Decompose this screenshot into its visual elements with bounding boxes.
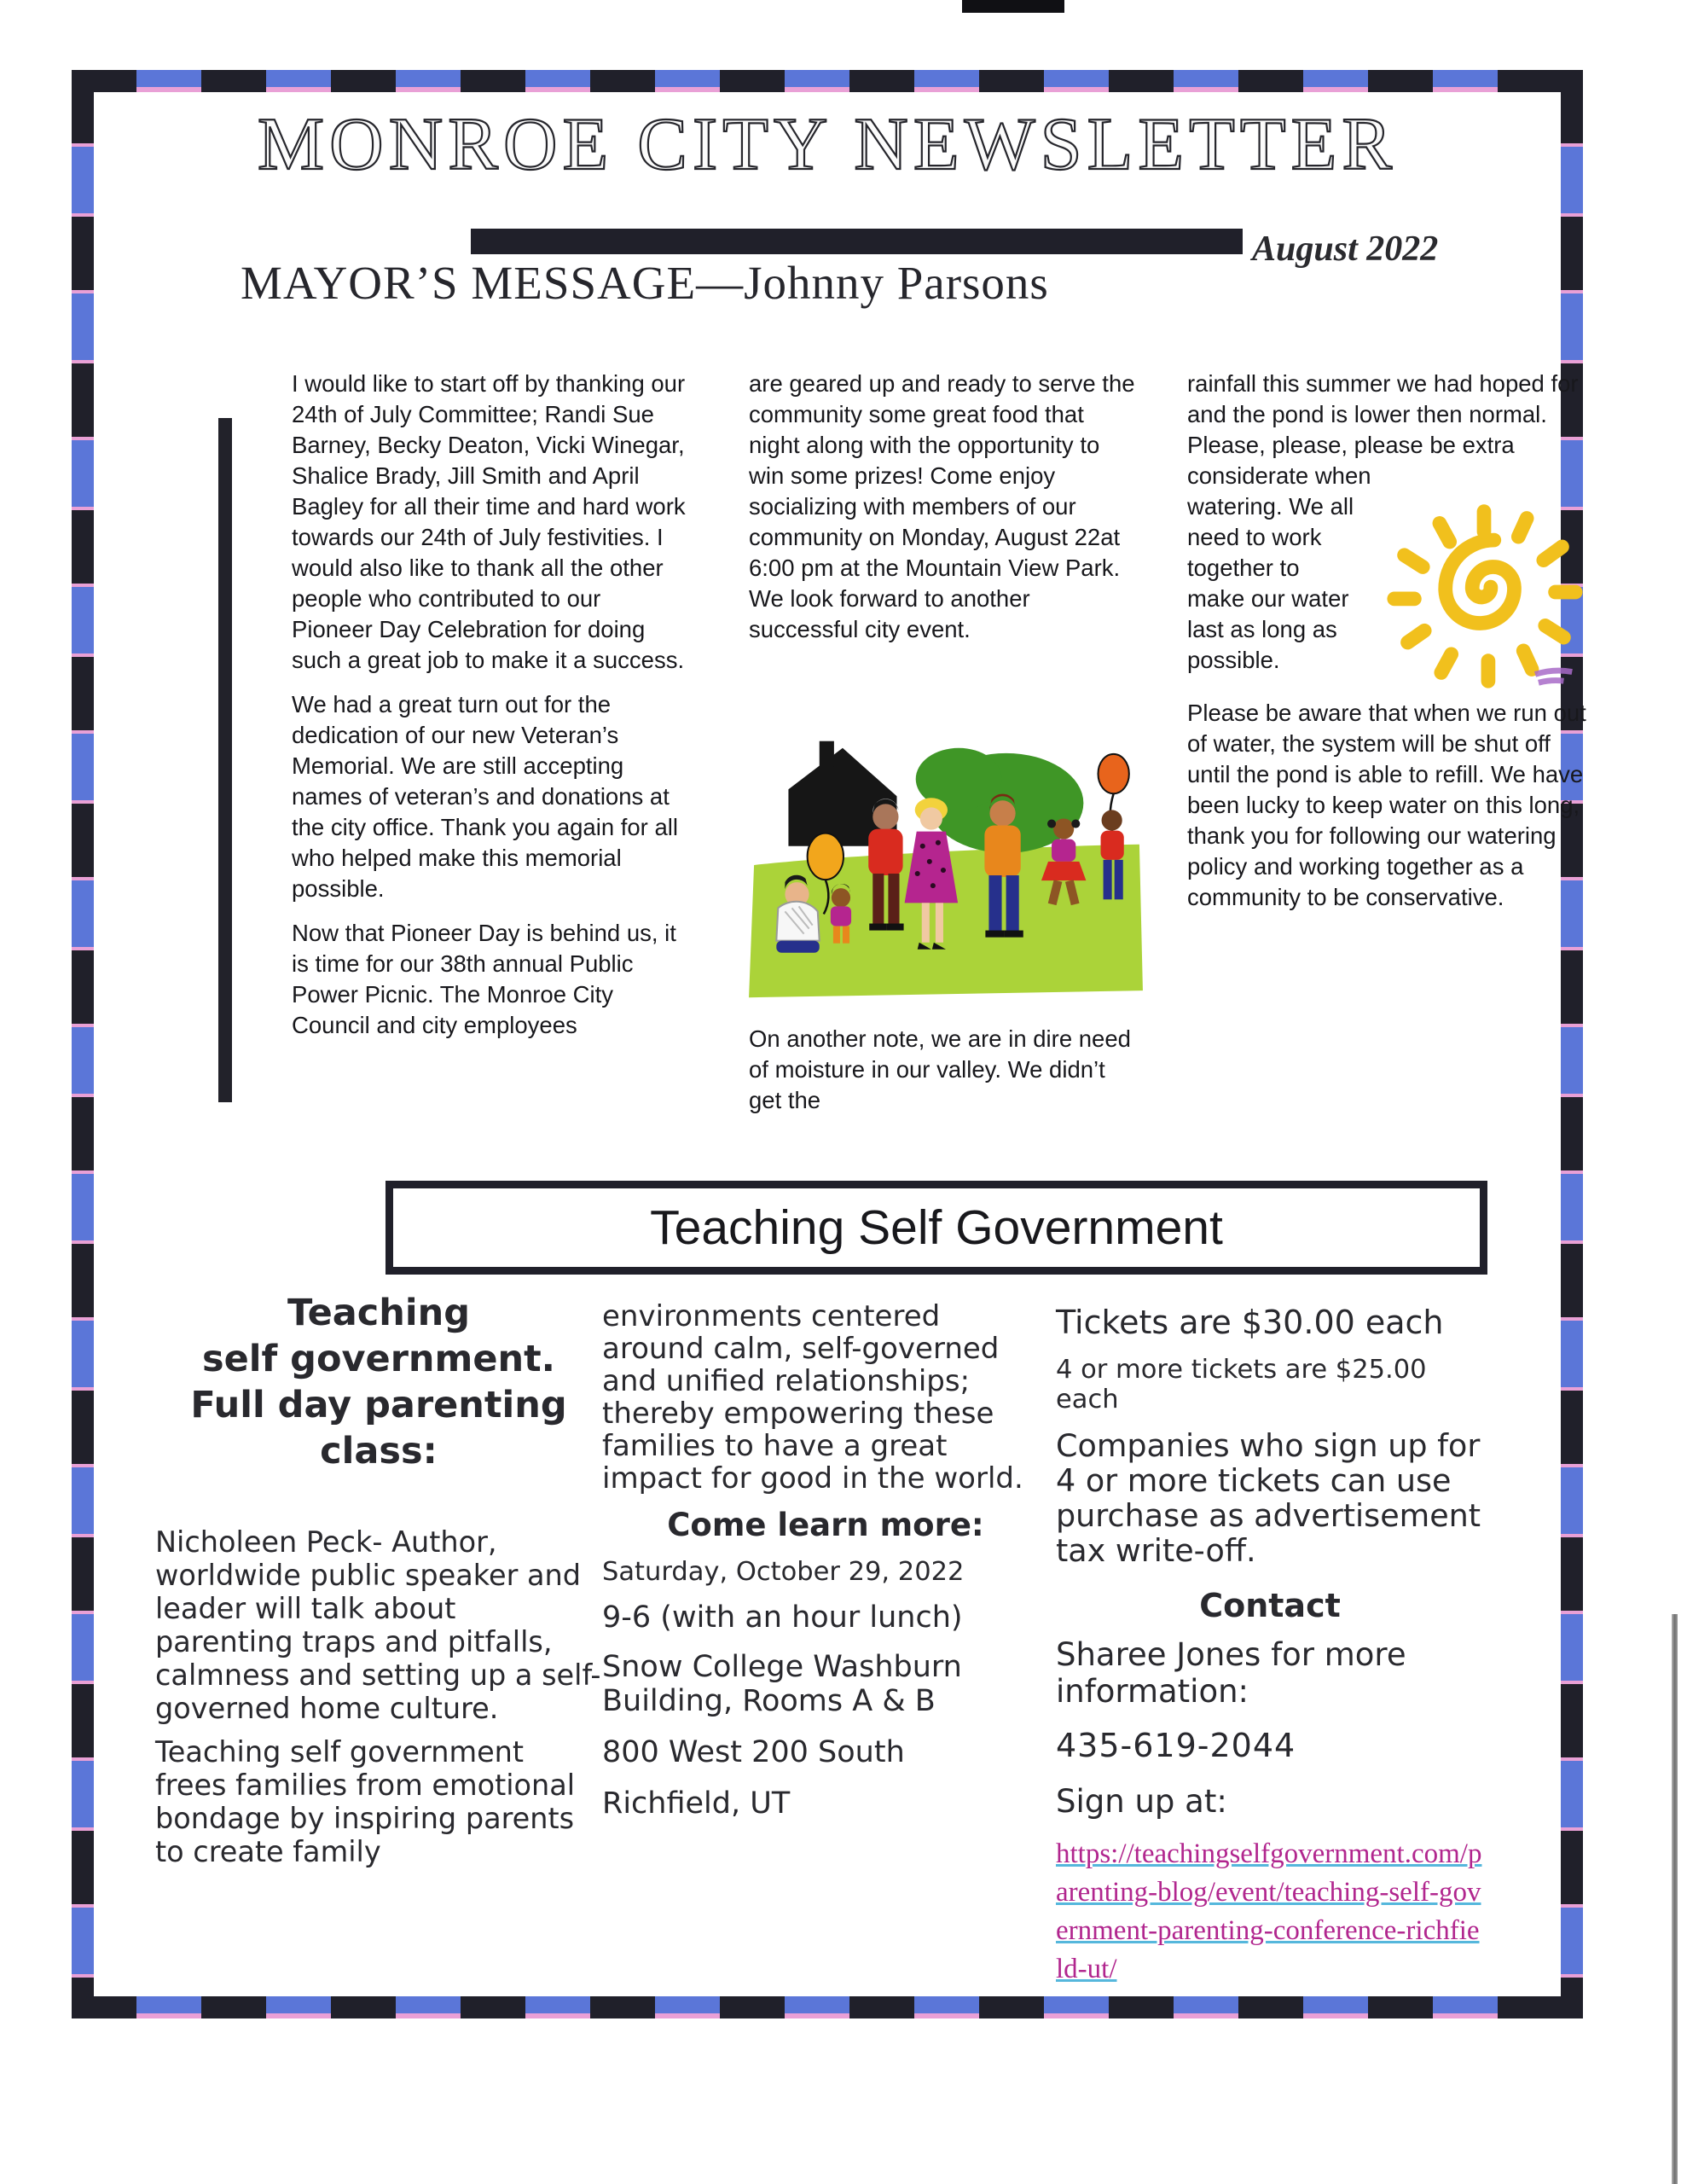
mayor-column-1 — [292, 369, 686, 1041]
mayor-col2-paragraph-2: On another note, we are in dire need of moisture in our valley. We didn’t get the — [749, 1025, 1131, 1113]
contact-phone-number: 435-619-2044 — [1056, 1727, 1296, 1764]
contact-person-line: Sharee Jones for more information: — [1056, 1636, 1406, 1710]
signup-url-link[interactable]: https://teachingselfgovernment.com/parenting-blog/event/teaching-self-government-parenting-conference-richfield-ut/ — [1056, 1838, 1482, 1984]
tsg-col1-heading-line: self government. — [202, 1338, 555, 1380]
mayor-col3-paragraph-1: rainfall this summer we had hoped for and the pond is lower then normal. Please, please, please be extra considerate when — [1187, 370, 1579, 489]
event-street-address: 800 West 200 South — [602, 1735, 905, 1769]
mayor-col1-paragraph-1: I would like to start off by thanking our 24th of July Committee; Randi Sue Barney, Becky Deaton, Vicki Winegar, Shalice Brady, Jill Smith and April Bagley for all their time and hard work towards our 24th of July festivities. I would also like to thank all the other people who contributed to our Pioneer Day Celebration for doing such a great job to make it a success. — [292, 370, 686, 673]
tsg-column-1 — [155, 1290, 602, 1868]
mayor-col1-paragraph-3: Now that Pioneer Day is behind us, it is time for our 38th annual Public Power Picnic. The Monroe City Council and city employees — [292, 920, 676, 1038]
newsletter-title: MONROE CITY NEWSLETTER — [257, 103, 1398, 186]
issue-date: August 2022 — [1252, 229, 1439, 269]
event-location: Snow College Washburn Building, Rooms A & B — [602, 1650, 962, 1718]
purple-scribble-mark — [1535, 671, 1572, 682]
ticket-price-line: Tickets are $30.00 each — [1056, 1304, 1444, 1341]
scan-artifact-right-edge — [1672, 1614, 1678, 2184]
swirl-sun-clipart — [1370, 493, 1598, 694]
contact-heading: Contact — [1199, 1587, 1341, 1624]
tsg-section-title-box — [386, 1181, 1487, 1275]
tsg-col1-paragraph-1: Nicholeen Peck- Author, worldwide public speaker and leader will talk about parenting traps and pitfalls, calmness and setting up a self-governed home culture. — [155, 1525, 601, 1725]
page-border-corner — [1561, 1996, 1583, 2018]
heading-rule-bar — [471, 229, 1243, 254]
event-time: 9-6 (with an hour lunch) — [602, 1600, 963, 1635]
page-border-top — [72, 70, 1583, 92]
tsg-col1-heading-line: Full day parenting — [190, 1384, 567, 1426]
tsg-col1-heading-line: class: — [320, 1430, 438, 1472]
tsg-section-title: Teaching Self Government — [650, 1200, 1223, 1255]
mayor-col3-sun-wrap — [1187, 491, 1598, 676]
tsg-col1-paragraph-2: Teaching self government frees families from emotional bondage by inspiring parents to create family — [155, 1735, 576, 1868]
mayor-column-2 — [749, 369, 1141, 645]
scan-artifact-top-mark — [962, 0, 1064, 13]
page-border-corner — [72, 70, 94, 92]
mayor-col2-paragraph-1: are geared up and ready to serve the community some great food that night along with the opportunity to win some prizes! Come enjoy socializing with members of our community on Monday, August 22at 6:00 pm at the Mountain View Park. We look forward to another successful city event. — [749, 370, 1135, 642]
tsg-col2-paragraph-1: environments centered around calm, self-governed and unified relationships; thereby empowering these families to have a great impact for good in the world. — [602, 1299, 1023, 1496]
column-accent-bar — [218, 418, 232, 1102]
ticket-bulk-price-line: 4 or more tickets are $25.00 each — [1056, 1355, 1427, 1414]
come-learn-more-heading: Come learn more: — [667, 1507, 984, 1543]
community-picnic-clipart — [744, 734, 1148, 1008]
mayor-col3-paragraph-3: Please be aware that when we run out of water, the system will be shut off until the pond is able to refill. We have been lucky to keep water on this long, thank you for following our watering policy and working together as a community to be conservative. — [1187, 700, 1586, 910]
tsg-column-3 — [1056, 1304, 1484, 1989]
tsg-column-2 — [602, 1300, 1049, 1821]
page-border-left — [72, 70, 94, 2018]
tsg-col1-heading-line: Teaching — [287, 1292, 471, 1334]
signup-label: Sign up at: — [1056, 1783, 1227, 1820]
event-city: Richfield, UT — [602, 1786, 791, 1821]
mayor-col3-paragraph-2: watering. We all need to work together to make our water last as long as possible. — [1187, 493, 1354, 673]
mayor-column-2-continued — [749, 1024, 1141, 1116]
page-border-right — [1561, 70, 1583, 2018]
page-border-corner — [72, 1996, 94, 2018]
tsg-col1-heading — [155, 1290, 602, 1474]
page-border-bottom — [72, 1996, 1583, 2018]
mayor-col1-paragraph-2: We had a great turn out for the dedication of our new Veteran’s Memorial. We are still accepting names of veteran’s and donations at the city office. Thank you again for all who helped make this memorial possible. — [292, 691, 678, 902]
mayor-column-3 — [1187, 369, 1598, 913]
mayor-message-heading: MAYOR’S MESSAGE—Johnny Parsons — [241, 257, 1049, 309]
event-date: Saturday, October 29, 2022 — [602, 1557, 965, 1587]
page-border-corner — [1561, 70, 1583, 92]
company-ticket-note: Companies who sign up for 4 or more tickets can use purchase as advertisement tax write-off. — [1056, 1427, 1481, 1569]
